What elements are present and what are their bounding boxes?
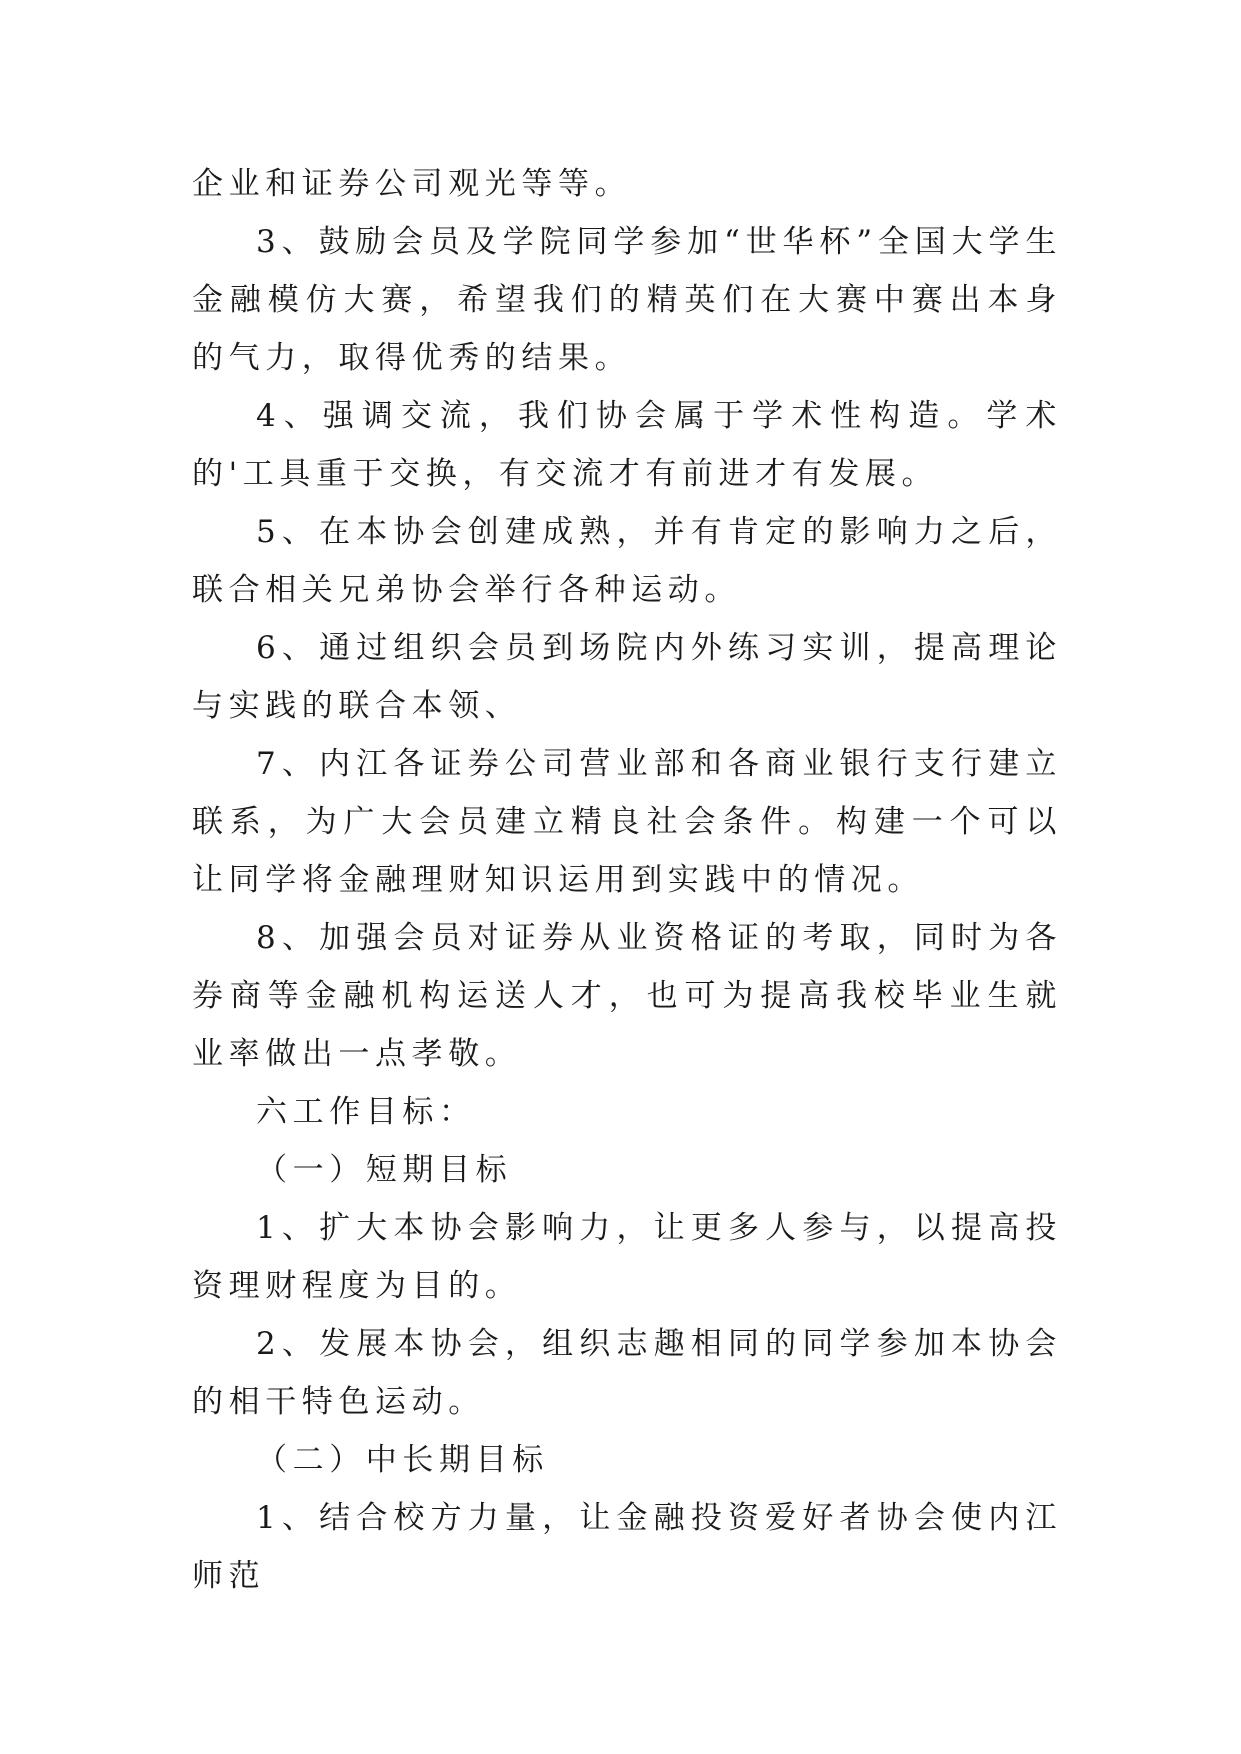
- subheading-long-term: （二）中长期目标: [256, 1442, 549, 1478]
- paragraph-item-5: 5、在本协会创建成熟，并有肯定的影响力之后，联合相关兄弟协会举行各种运动。: [192, 514, 1062, 608]
- paragraph-short-term-1: 1、扩大本协会影响力，让更多人参与，以提高投资理财程度为目的。: [192, 1210, 1062, 1304]
- subheading-short-term: （一）短期目标: [256, 1152, 513, 1188]
- paragraph-item-6: 6、通过组织会员到场院内外练习实训，提高理论与实践的联合本领、: [192, 630, 1062, 724]
- paragraph-short-term-2: 2、发展本协会，组织志趣相同的同学参加本协会的相干特色运动。: [192, 1326, 1062, 1420]
- section-heading-work-goals: 六工作目标：: [256, 1094, 476, 1130]
- paragraph-continuation: 企业和证券公司观光等等。: [192, 166, 632, 202]
- paragraph-item-7: 7、内江各证券公司营业部和各商业银行支行建立联系，为广大会员建立精良社会条件。构建一个可以让同学将金融理财知识运用到实践中的情况。: [192, 746, 1062, 898]
- paragraph-long-term-1: 1、结合校方力量，让金融投资爱好者协会使内江师范: [192, 1500, 1062, 1594]
- paragraph-item-8: 8、加强会员对证券从业资格证的考取，同时为各券商等金融机构运送人才，也可为提高我校毕业生就业率做出一点孝敬。: [192, 920, 1062, 1072]
- paragraph-item-4: 4、强调交流，我们协会属于学术性构造。学术的'工具重于交换，有交流才有前进才有发展。: [192, 398, 1062, 492]
- paragraph-item-3: 3、鼓励会员及学院同学参加“世华杯”全国大学生金融模仿大赛，希望我们的精英们在大赛中赛出本身的气力，取得优秀的结果。: [192, 224, 1062, 376]
- document-page: [192, 155, 1062, 1605]
